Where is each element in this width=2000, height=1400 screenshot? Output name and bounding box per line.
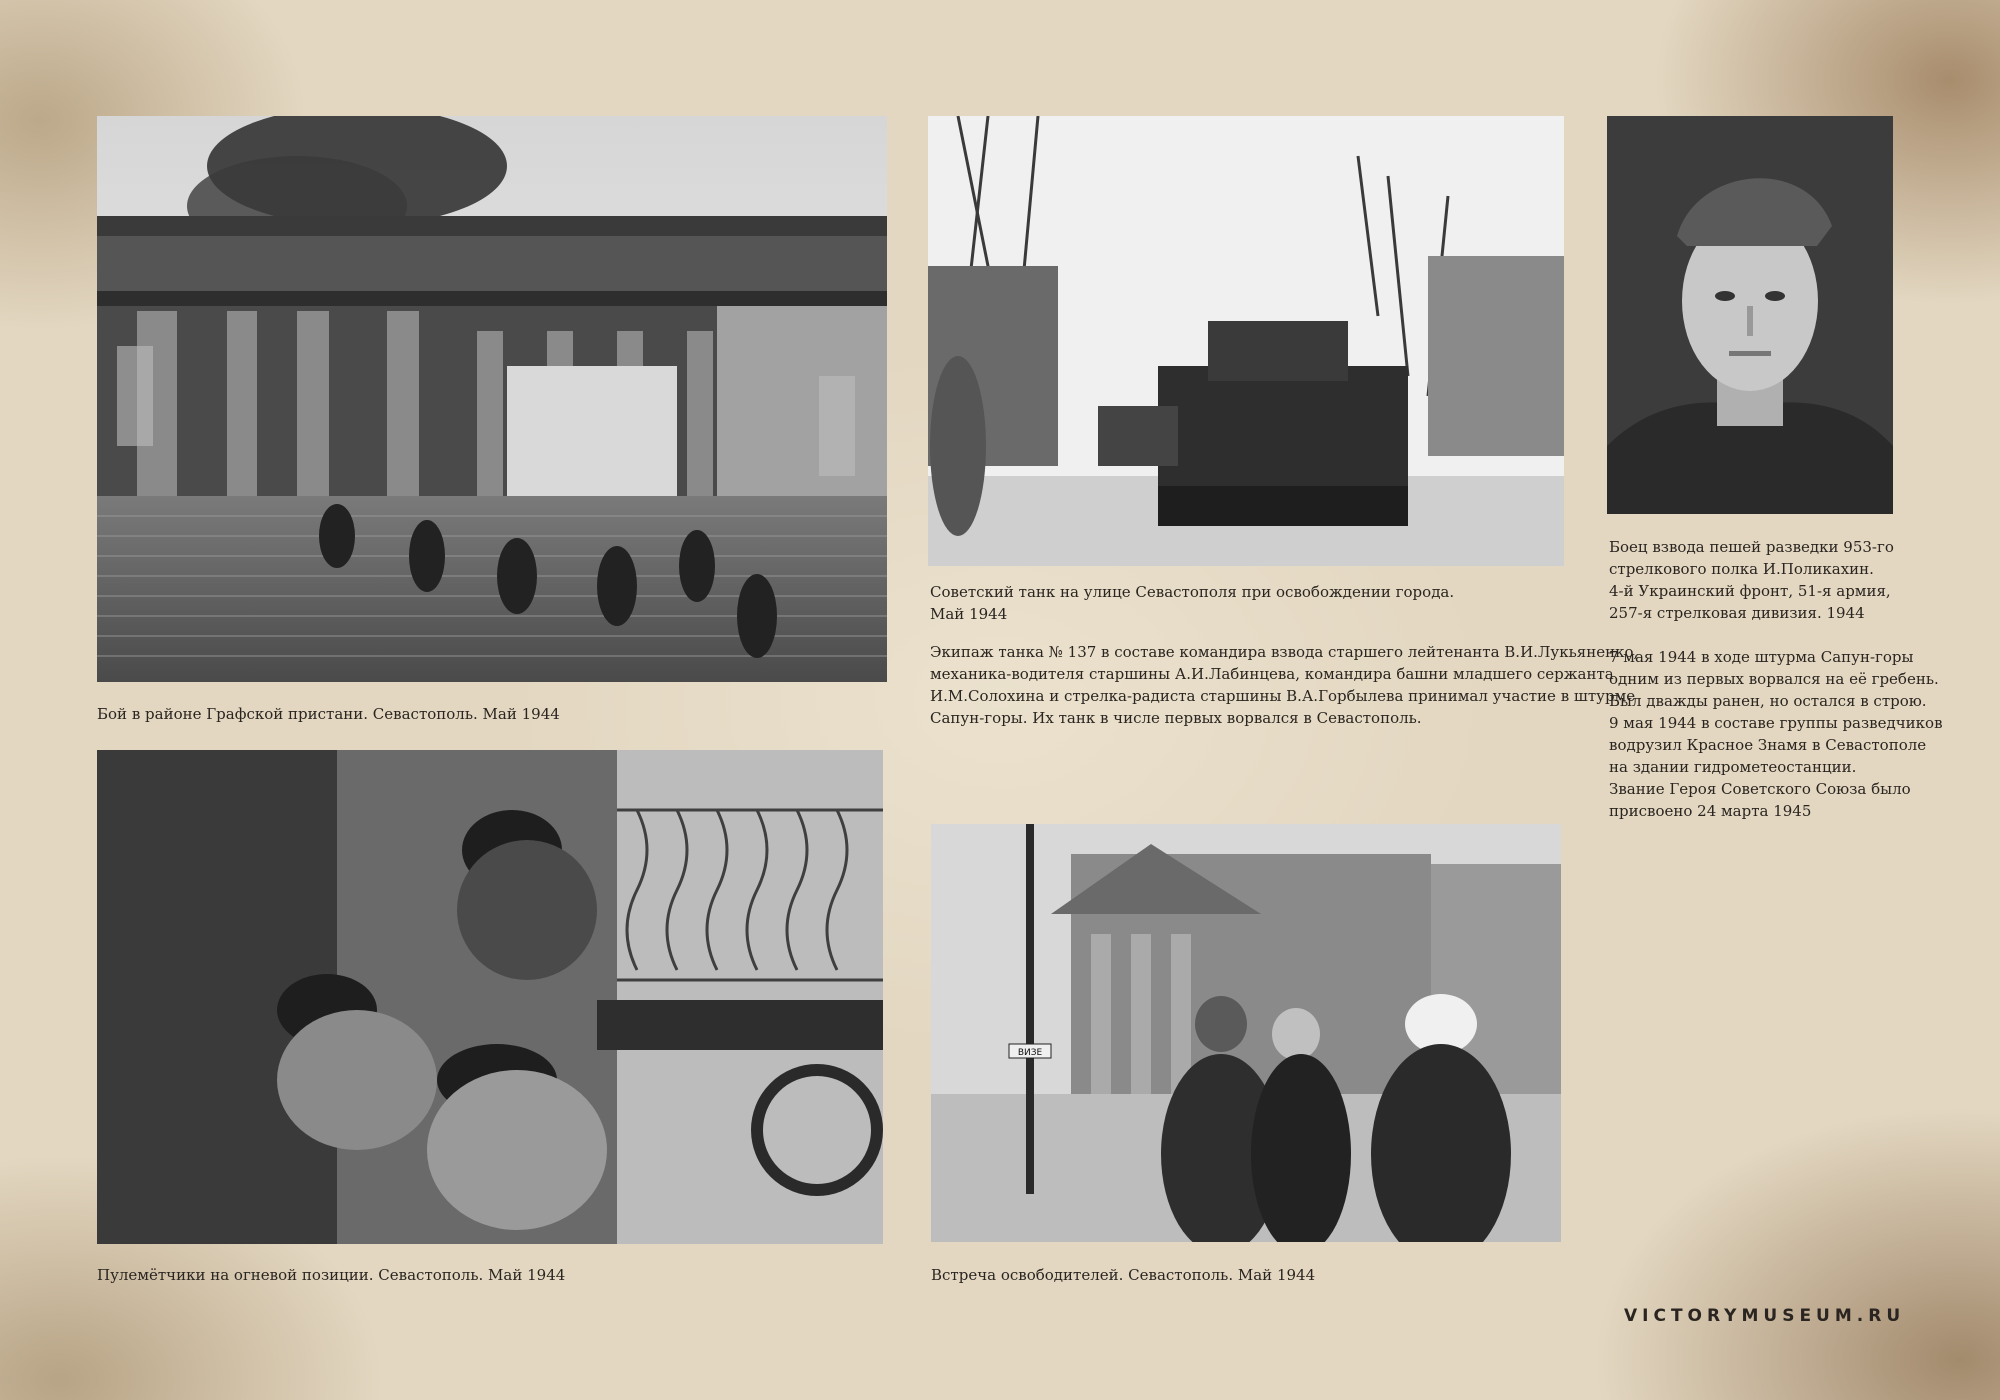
meeting-image	[931, 824, 1561, 1242]
description-line: И.М.Солохина и стрелка-радиста старшины В.А.Горбылева принимал участие в штурме	[930, 687, 1636, 705]
portrait-caption-line: стрелкового полка И.Поликахин.	[1609, 560, 1874, 578]
portrait-caption-line	[1609, 624, 1943, 646]
photo-grafskaya-pier	[97, 116, 887, 682]
caption-meeting: Встреча освободителей. Севастополь. Май 1944	[931, 1266, 1316, 1284]
caption-tank	[930, 581, 1454, 625]
photo-portrait	[1607, 116, 1893, 514]
caption-tank-line: Советский танк на улице Севастополя при освобождении города.	[930, 583, 1455, 601]
caption-grafskaya: Бой в районе Графской пристани. Севастополь. Май 1944	[97, 705, 560, 723]
portrait-caption-line: присвоено 24 марта 1945	[1609, 802, 1812, 820]
portrait-caption-line: Боец взвода пешей разведки 953-го	[1609, 538, 1894, 556]
photo-tank-image	[928, 116, 1564, 566]
description-line: Экипаж танка № 137 в составе командира взвода старшего лейтенанта В.И.Лукьяненко,	[930, 643, 1639, 661]
portrait-caption-line: водрузил Красное Знамя в Севастополе	[1609, 736, 1927, 754]
caption-tank-line: Май 1944	[930, 605, 1008, 623]
portrait-image	[1607, 116, 1893, 514]
portrait-caption	[1609, 536, 1943, 822]
site-url: VICTORYMUSEUM.RU	[1624, 1306, 1906, 1326]
description-line: Сапун-горы. Их танк в числе первых ворвался в Севастополь.	[930, 709, 1422, 727]
portrait-caption-line: 9 мая 1944 в составе группы разведчиков	[1609, 714, 1943, 732]
portrait-caption-line: Звание Героя Советского Союза было	[1609, 780, 1911, 798]
portrait-caption-line: 257-я стрелковая дивизия. 1944	[1609, 604, 1865, 622]
tank-crew-description	[930, 641, 1638, 729]
portrait-caption-line: на здании гидрометеостанции.	[1609, 758, 1857, 776]
photo-meeting	[931, 824, 1561, 1242]
gunners-image	[97, 750, 883, 1244]
portrait-caption-line: одним из первых ворвался на её гребень.	[1609, 670, 1939, 688]
caption-gunners: Пулемётчики на огневой позиции. Севастополь. Май 1944	[97, 1266, 566, 1284]
portrait-caption-line: Был дважды ранен, но остался в строю.	[1609, 692, 1927, 710]
photo-grafskaya-image	[97, 116, 887, 682]
portrait-caption-line: 7 мая 1944 в ходе штурма Сапун-горы	[1609, 648, 1914, 666]
photo-soviet-tank	[928, 116, 1564, 566]
street-sign-text: ВИЗЕ	[1017, 1048, 1043, 1058]
description-line: механика-водителя старшины А.И.Лабинцева, командира башни младшего сержанта	[930, 665, 1614, 683]
portrait-caption-line: 4-й Украинский фронт, 51-я армия,	[1609, 582, 1891, 600]
photo-machine-gunners	[97, 750, 883, 1244]
